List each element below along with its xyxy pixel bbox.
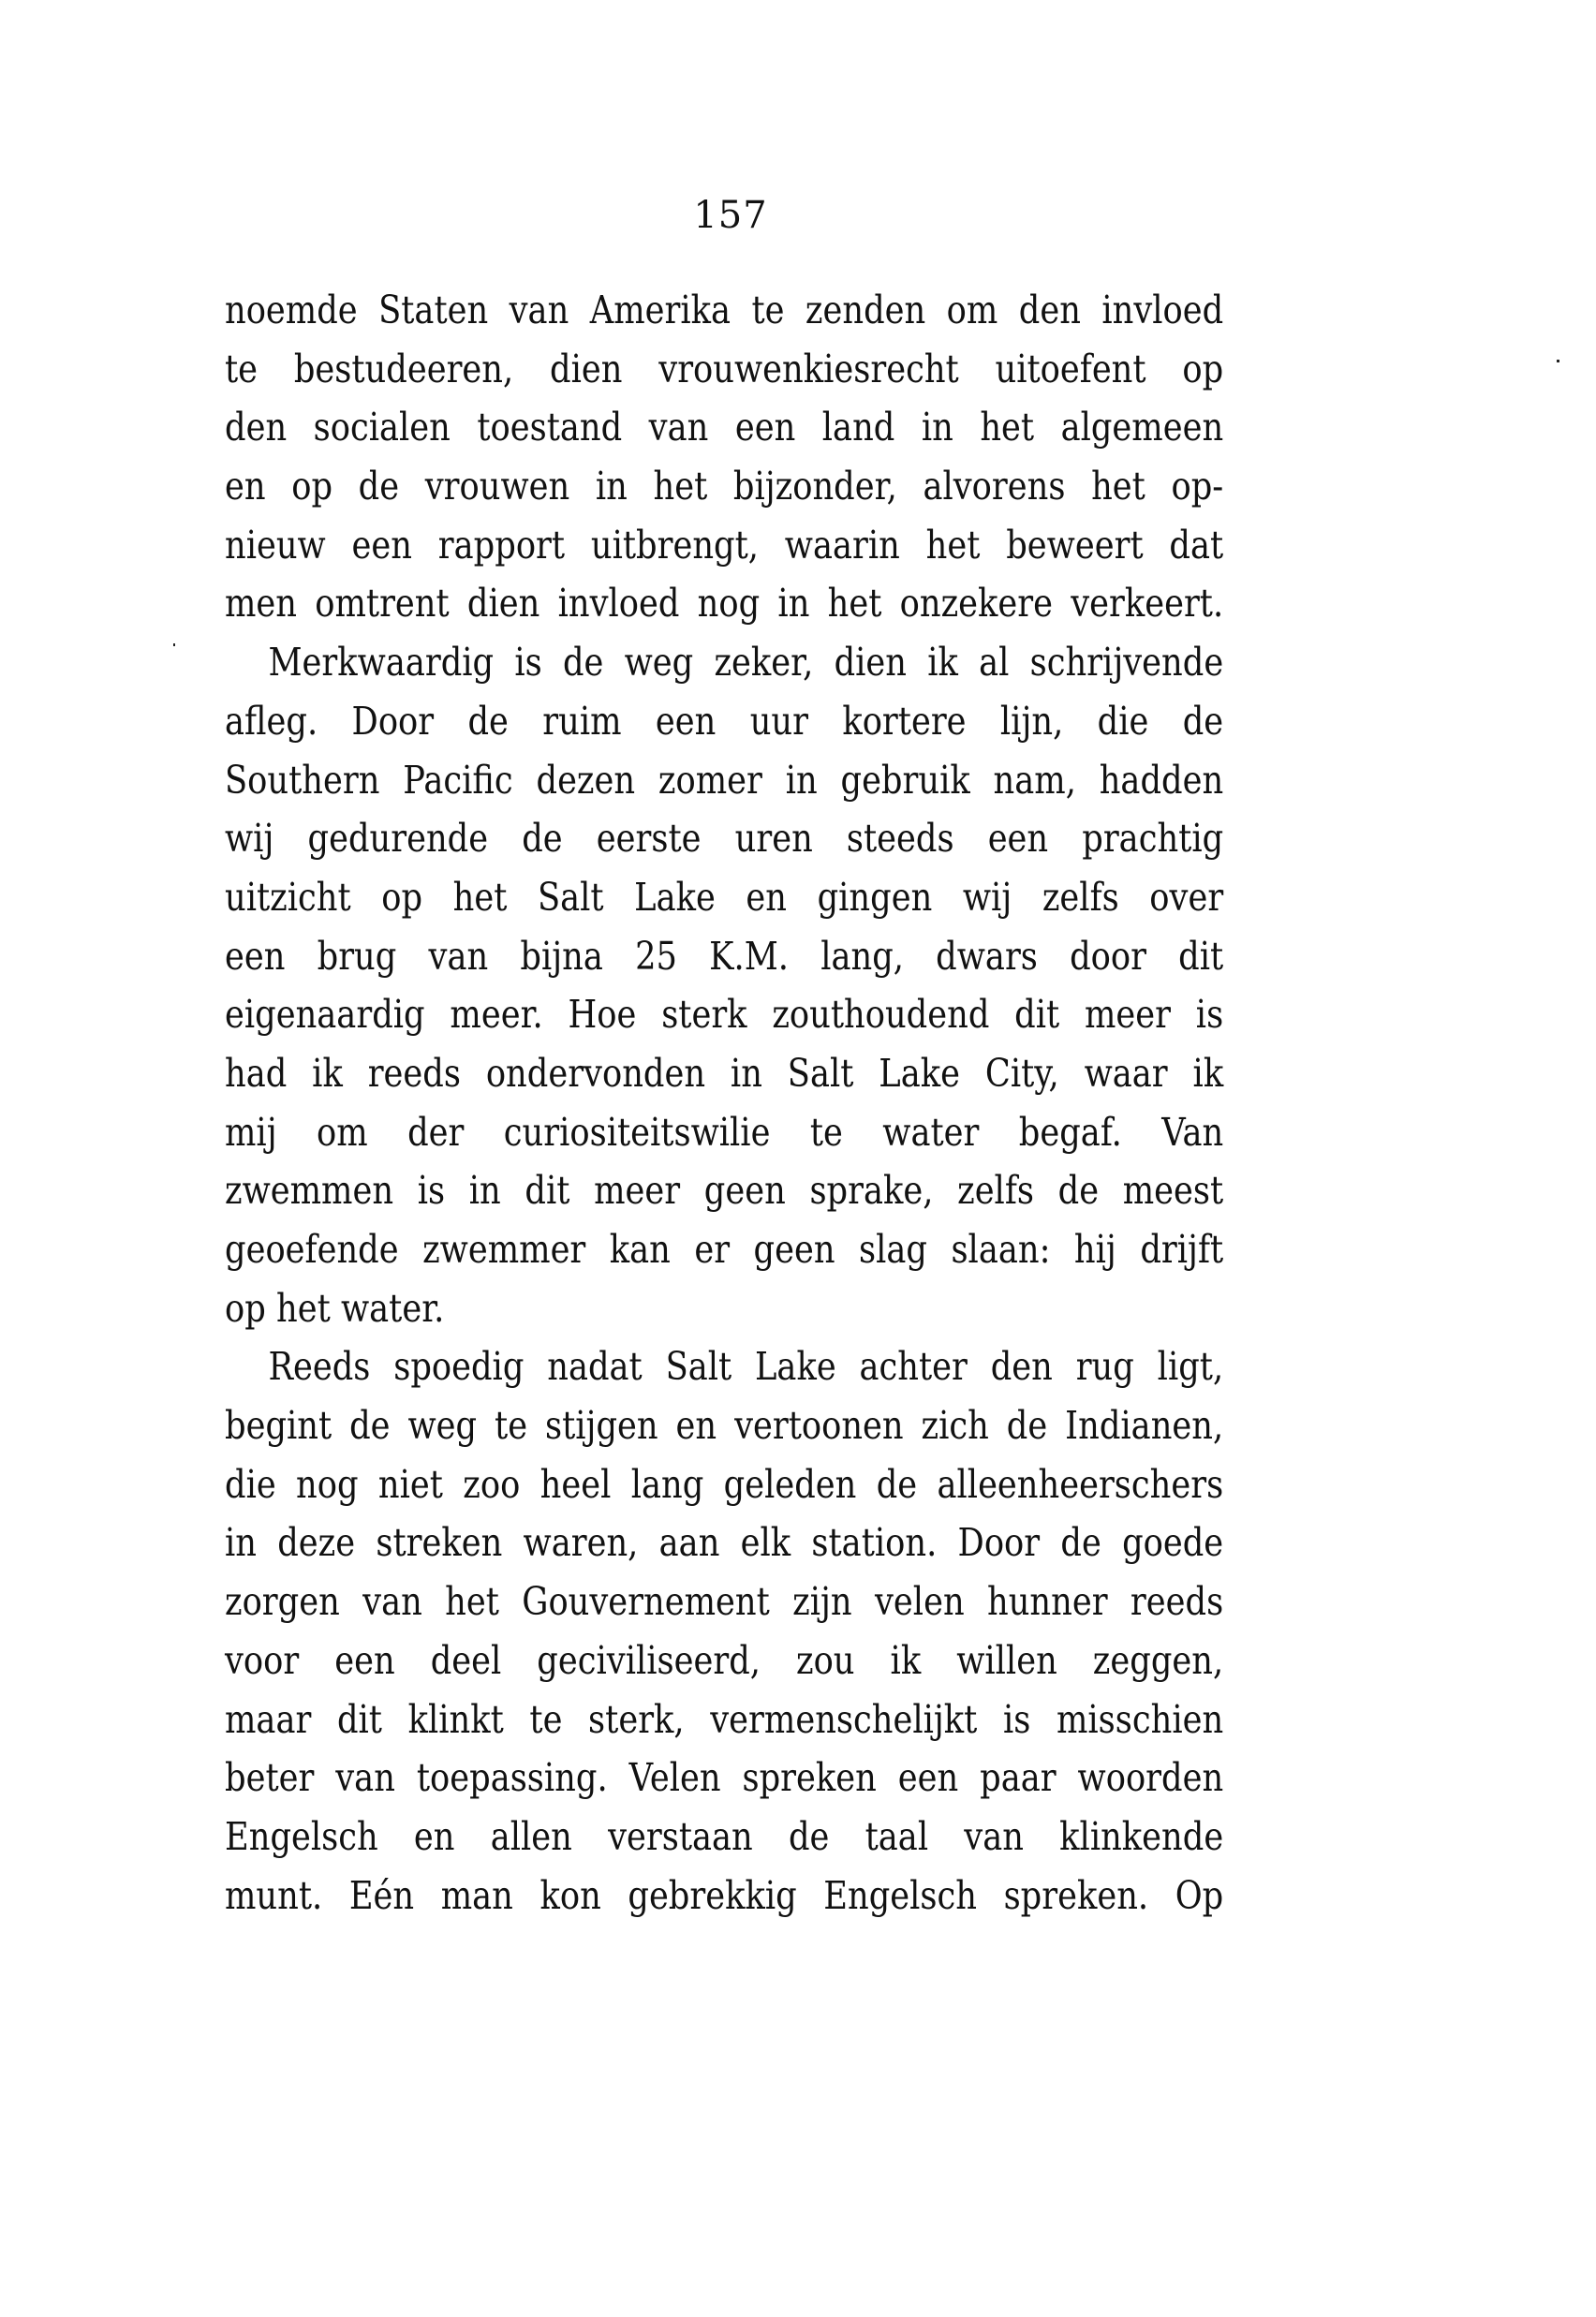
text-line: wij gedurende de eerste uren steeds een prachtig <box>225 816 1224 862</box>
text-line: uitzicht op het Salt Lake en gingen wij zelfs over <box>225 874 1224 920</box>
text-line: munt. Eén man kon gebrekkig Engelsch spreken. Op <box>225 1872 1224 1918</box>
text-line: men omtrent dien invloed nog in het onzekere verkeert. <box>225 581 1224 627</box>
text-line: zorgen van het Gouvernement zijn velen hunner reeds <box>225 1579 1224 1625</box>
paragraph-2 <box>225 633 1223 1337</box>
body-text <box>225 281 1223 1925</box>
text-line: die nog niet zoo heel lang geleden de alleenheerschers <box>225 1461 1224 1507</box>
text-line: te bestudeeren, dien vrouwenkiesrecht uitoefent op <box>225 346 1224 391</box>
text-line: Merkwaardig is de weg zeker, dien ik al schrijvende <box>268 640 1224 686</box>
text-line: op het water. <box>225 1285 445 1331</box>
text-line: noemde Staten van Amerika te zenden om den invloed <box>225 288 1224 332</box>
text-line: den socialen toestand van een land in het algemeen <box>225 405 1224 450</box>
text-line: afleg. Door de ruim een uur kortere lijn, die de <box>225 698 1224 744</box>
text-line: maar dit klinkt te sterk, vermenschelijkt is misschien <box>225 1696 1224 1742</box>
text-line: zwemmen is in dit meer geen sprake, zelfs de meest <box>225 1168 1224 1214</box>
text-line: Southern Pacific dezen zomer in gebruik nam, hadden <box>225 757 1224 803</box>
text-line: Engelsch en allen verstaan de taal van klinkende <box>225 1813 1224 1859</box>
text-line: voor een deel geciviliseerd, zou ik willen zeggen, <box>225 1637 1224 1683</box>
text-line: geoefende zwemmer kan er geen slag slaan: hij drijft <box>225 1227 1224 1272</box>
text-line: beter van toepassing. Velen spreken een paar woorden <box>225 1755 1224 1801</box>
paragraph-1 <box>225 281 1223 633</box>
text-line: mij om der curiositeitswilie te water begaf. Van <box>225 1109 1224 1155</box>
paragraph-3 <box>225 1337 1223 1925</box>
text-line: had ik reeds ondervonden in Salt Lake City, waar ik <box>225 1050 1224 1096</box>
text-line: Reeds spoedig nadat Salt Lake achter den rug ligt, <box>268 1344 1224 1390</box>
text-line: een brug van bijna 25 K.M. lang, dwars door dit <box>225 933 1224 979</box>
text-line: eigenaardig meer. Hoe sterk zouthoudend dit meer is <box>225 992 1224 1038</box>
text-line: nieuw een rapport uitbrengt, waarin het beweert dat <box>225 522 1224 568</box>
text-line: en op de vrouwen in het bijzonder, alvorens het op- <box>225 464 1224 509</box>
text-line: begint de weg te stijgen en vertoonen zich de Indianen, <box>225 1403 1224 1449</box>
page-number: 157 <box>693 194 768 237</box>
text-line: in deze streken waren, aan elk station. Door de goede <box>225 1520 1224 1566</box>
scan-speck <box>173 643 175 646</box>
scan-speck <box>1557 360 1559 362</box>
